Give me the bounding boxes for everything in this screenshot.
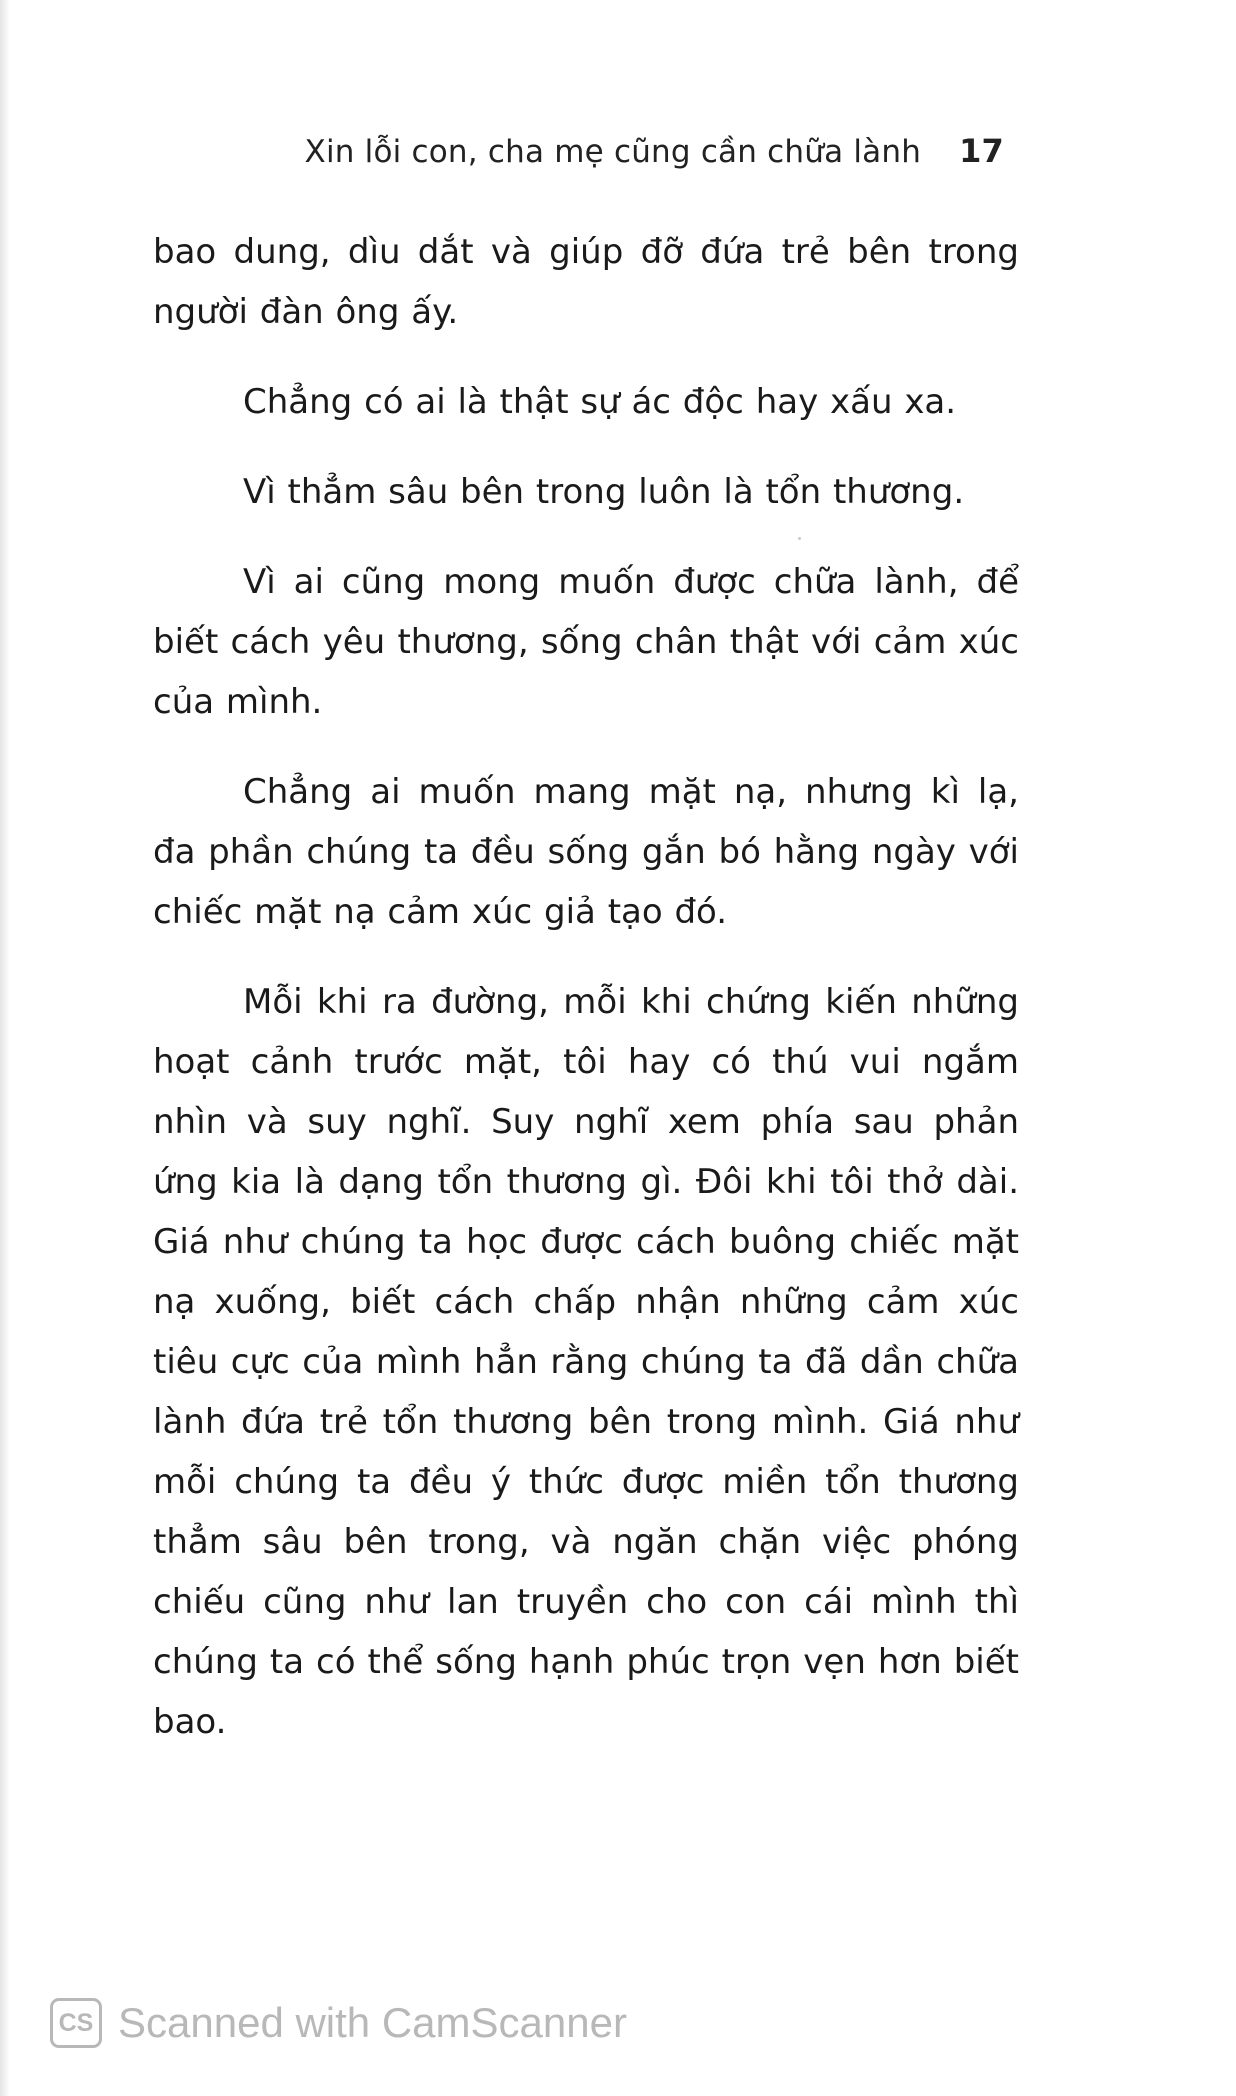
scan-speck bbox=[798, 537, 801, 540]
camscanner-watermark bbox=[50, 1998, 627, 2048]
running-header bbox=[305, 132, 1004, 170]
paragraph: Chẳng có ai là thật sự ác độc hay xấu xa. bbox=[243, 382, 957, 422]
paragraph: Vì thẳm sâu bên trong luôn là tổn thương. bbox=[243, 472, 965, 512]
page-edge-shadow bbox=[0, 0, 10, 2096]
running-header-title: Xin lỗi con, cha mẹ cũng cần chữa lành bbox=[304, 134, 922, 170]
paragraph: Chẳng ai muốn mang mặt nạ, nhưng kì lạ, đa phần chúng ta đều sống gắn bó hằng ngày với chiếc mặt nạ cảm xúc giả tạo đó. bbox=[153, 772, 1019, 932]
paragraph: Mỗi khi ra đường, mỗi khi chứng kiến những hoạt cảnh trước mặt, tôi hay có thú vui ngắm nhìn và suy nghĩ. Suy nghĩ xem phía sau phản ứng kia là dạng tổn thương gì. Đôi khi tôi thở dài. Giá như chúng ta học được cách buông chiếc mặt nạ xuống, biết cách chấp nhận những cảm xúc tiêu cực của mình hẳn rằng chúng ta đã dần chữa lành đứa trẻ tổn thương bên trong mình. Giá như mỗi chúng ta đều ý thức được miền tổn thương thẳm sâu bên trong, và ngăn chặn việc phóng chiếu cũng như lan truyền cho con cái mình thì chúng ta có thể sống hạnh phúc trọn vẹn hơn biết bao. bbox=[153, 982, 1019, 1742]
body-text bbox=[153, 222, 1019, 1752]
paragraph-continuation: bao dung, dìu dắt và giúp đỡ đứa trẻ bên trong người đàn ông ấy. bbox=[153, 232, 1019, 332]
paragraph: Vì ai cũng mong muốn được chữa lành, để biết cách yêu thương, sống chân thật với cảm xúc của mình. bbox=[153, 562, 1019, 722]
camscanner-logo-icon: CS bbox=[50, 1998, 102, 2048]
page-number: 17 bbox=[959, 132, 1004, 170]
watermark-text: Scanned with CamScanner bbox=[118, 1999, 627, 2046]
